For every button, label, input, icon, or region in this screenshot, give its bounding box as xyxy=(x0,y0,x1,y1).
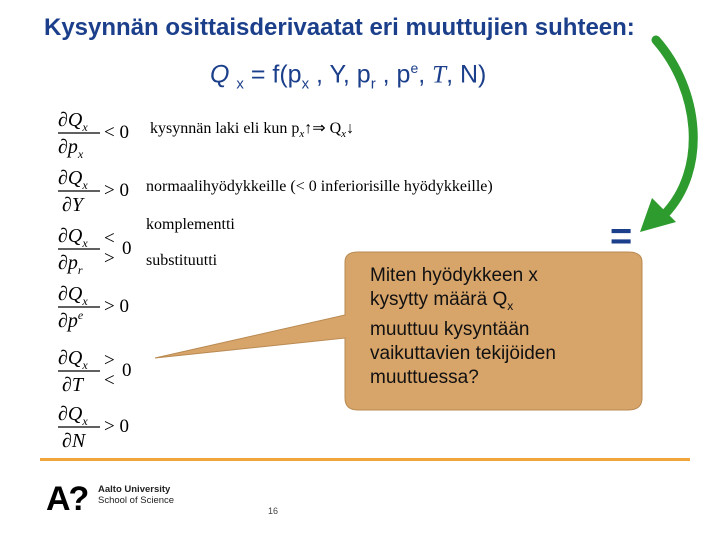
svg-text:> 0: > 0 xyxy=(104,180,129,201)
equals-sign: = xyxy=(610,216,633,258)
svg-text:∂pe: $\partial p^e$ xyxy=(58,308,84,332)
svg-text:∂Qx: $\partial Q_x$ xyxy=(58,347,88,372)
svg-text:∂Qx: $\partial Q_x$ xyxy=(58,403,88,428)
note-complement: komplementti xyxy=(146,216,235,233)
note-substitute: substituutti xyxy=(146,252,218,269)
svg-text:∂Y: ∂Y xyxy=(62,194,84,216)
svg-text:> 0: > 0 xyxy=(104,296,129,317)
derivative-pe xyxy=(40,280,135,332)
derivative-n xyxy=(40,400,135,452)
derivative-y xyxy=(40,164,135,216)
svg-text:∂px: $\partial p_x$ xyxy=(58,136,84,161)
svg-text:∂Qx: $\partial Q_x$ xyxy=(58,225,88,250)
aalto-logo: A? xyxy=(46,480,88,518)
callout-text: Miten hyödykkeen x kysytty määrä $Q_x$ muuttuu kysyntään vaikuttavien tekijöiden muuttuessa? xyxy=(370,265,556,388)
derivative-px xyxy=(40,106,135,161)
note-law-of-demand: kysynnän laki eli kun $p_x↑\Rightarrow$ $Q_x↓$ xyxy=(150,120,355,141)
footer-divider xyxy=(40,458,690,461)
svg-text:∂pr: $\partial p_r$ xyxy=(58,252,83,277)
svg-text:∂N: ∂N xyxy=(62,430,86,452)
svg-text:>: > xyxy=(104,350,115,371)
svg-text:0: 0 xyxy=(122,238,132,259)
derivative-pr xyxy=(40,222,135,277)
note-normal-goods: normaalihyödykkeille (< 0 inferiorisille hyödykkeille) xyxy=(146,178,493,195)
svg-text:∂Qx: $\partial Q_x$ xyxy=(58,283,88,308)
slide-title: Kysynnän osittaisderivaatat eri muuttujien suhteen: xyxy=(44,14,635,41)
svg-text:<: < xyxy=(104,228,115,249)
svg-text:<: < xyxy=(104,370,115,391)
svg-text:< 0: < 0 xyxy=(104,122,129,143)
green-arrow xyxy=(656,40,693,215)
svg-text:∂Qx: $\partial Q_x$ xyxy=(58,167,88,192)
svg-text:0: 0 xyxy=(122,360,132,381)
svg-text:>: > xyxy=(104,248,115,269)
svg-text:> 0: > 0 xyxy=(104,416,129,437)
svg-text:∂T: ∂T xyxy=(62,374,84,396)
derivative-t xyxy=(40,344,135,396)
svg-text:∂Qx: $\partial Q_x$ xyxy=(58,109,88,134)
aalto-logo-text: Aalto University School of Science xyxy=(98,484,175,506)
page-number: 16 xyxy=(268,506,279,516)
demand-function: Q $_x = f(p_x$ , Y, $p_r$ , $p^e$, T, N) xyxy=(210,60,487,93)
